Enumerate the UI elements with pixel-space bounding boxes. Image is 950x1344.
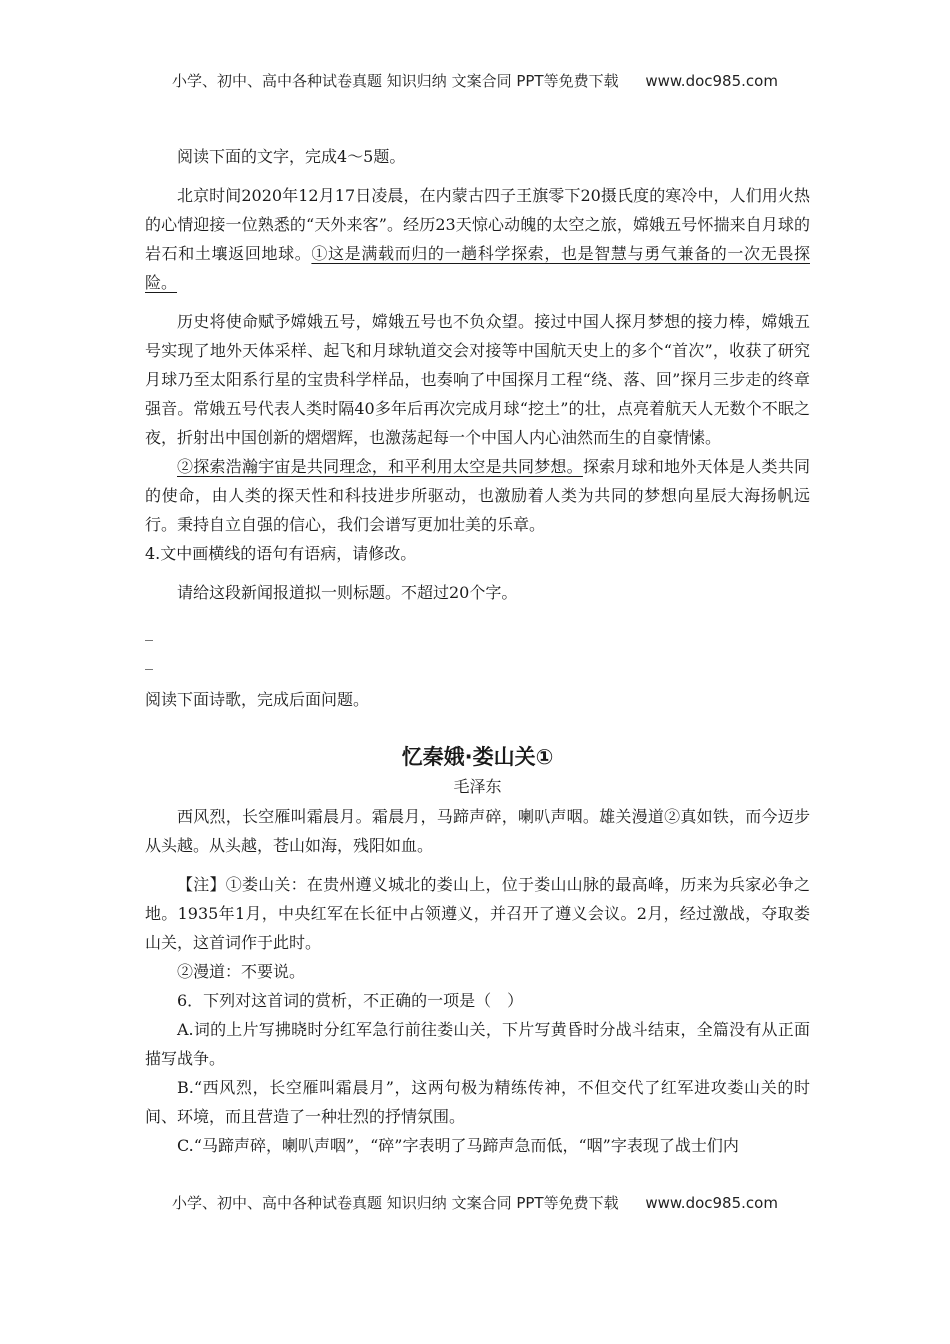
paragraph-3-text: 探索月球和地外天体是人类共同的使命，由人类的探天性和科技进步所驱动，也激励着人类为共同的梦想向星辰大海扬帆远行。秉持自立自强的信心，我们会谱写更加壮美的乐章。 bbox=[145, 457, 810, 534]
paragraph-1-text: 北京时间2020年12月17日凌晨，在内蒙古四子王旗零下20摄氏度的寒冷中，人们用火热的心情迎接一位熟悉的“天外来客”。经历23天惊心动魄的太空之旅，嫦娥五号怀揣来自月球的岩石和土壤返回地球。 bbox=[145, 186, 810, 263]
option-a: A.词的上片写拂晓时分红军急行前往娄山关，下片写黄昏时分战斗结束，全篇没有从正面描写战争。 bbox=[145, 1020, 810, 1068]
note-1: 【注】①娄山关：在贵州遵义城北的娄山上，位于娄山山脉的最高峰，历来为兵家必争之地。1935年1月，中央红军在长征中占领遵义，并召开了遵义会议。2月，经过激战，夺取娄山关，这首词作于此时。 bbox=[145, 875, 810, 952]
poem-reading-instruction: 阅读下面诗歌，完成后面问题。 bbox=[145, 690, 370, 709]
header-text: 小学、初中、高中各种试卷真题 知识归纳 文案合同 PPT等免费下载 bbox=[172, 72, 619, 90]
page-footer bbox=[0, 1192, 950, 1213]
page-header bbox=[0, 70, 950, 91]
reading-instruction: 阅读下面的文字，完成4～5题。 bbox=[177, 147, 406, 166]
option-b: B.“西风烈，长空雁叫霜晨月”，这两句极为精练传神，不但交代了红军进攻娄山关的时间、环境，而且营造了一种壮烈的抒情氛围。 bbox=[145, 1078, 810, 1126]
footer-text: 小学、初中、高中各种试卷真题 知识归纳 文案合同 PPT等免费下载 bbox=[172, 1194, 619, 1212]
header-url[interactable]: www.doc985.com bbox=[645, 72, 778, 90]
poem-author: 毛泽东 bbox=[453, 777, 502, 796]
document-body bbox=[145, 142, 810, 1160]
underlined-sentence-1: ①这是满载而归的一趟科学探索，也是智慧与勇气兼备的一次无畏探险。 bbox=[145, 244, 810, 292]
answer-blank-1: _ bbox=[145, 622, 153, 641]
question-5: 请给这段新闻报道拟一则标题。不超过20个字。 bbox=[177, 583, 518, 602]
poem-title: 忆秦娥·娄山关① bbox=[401, 745, 554, 769]
poem-text: 西风烈，长空雁叫霜晨月。霜晨月，马蹄声碎，喇叭声咽。雄关漫道②真如铁，而今迈步从头越。从头越，苍山如海，残阳如血。 bbox=[145, 807, 810, 855]
option-c: C.“马蹄声碎，喇叭声咽”，“碎”字表明了马蹄声急而低，“咽”字表现了战士们内 bbox=[177, 1136, 739, 1155]
footer-url[interactable]: www.doc985.com bbox=[645, 1194, 778, 1212]
underlined-sentence-2: ②探索浩瀚宇宙是共同理念，和平利用太空是共同梦想。 bbox=[177, 457, 583, 476]
note-2: ②漫道：不要说。 bbox=[177, 962, 306, 981]
answer-blank-2: _ bbox=[145, 651, 153, 670]
news-paragraph-2: 历史将使命赋予嫦娥五号，嫦娥五号也不负众望。接过中国人探月梦想的接力棒，嫦娥五号实现了地外天体采样、起飞和月球轨道交会对接等中国航天史上的多个“首次”，收获了研究月球乃至太阳系行星的宝贵科学样品，也奏响了中国探月工程“绕、落、回”探月三步走的终章强音。常娥五号代表人类时隔40多年后再次完成月球“挖土”的壮，点亮着航天人无数个不眠之夜，折射出中国创新的熠熠辉，也激荡起每一个中国人内心油然而生的自豪情愫。 bbox=[145, 312, 810, 447]
news-paragraph-1 bbox=[145, 181, 810, 297]
question-4: 4.文中画横线的语句有语病，请修改。 bbox=[145, 544, 417, 563]
question-6: 6．下列对这首词的赏析，不正确的一项是（ ） bbox=[177, 991, 524, 1010]
news-paragraph-3 bbox=[145, 452, 810, 539]
